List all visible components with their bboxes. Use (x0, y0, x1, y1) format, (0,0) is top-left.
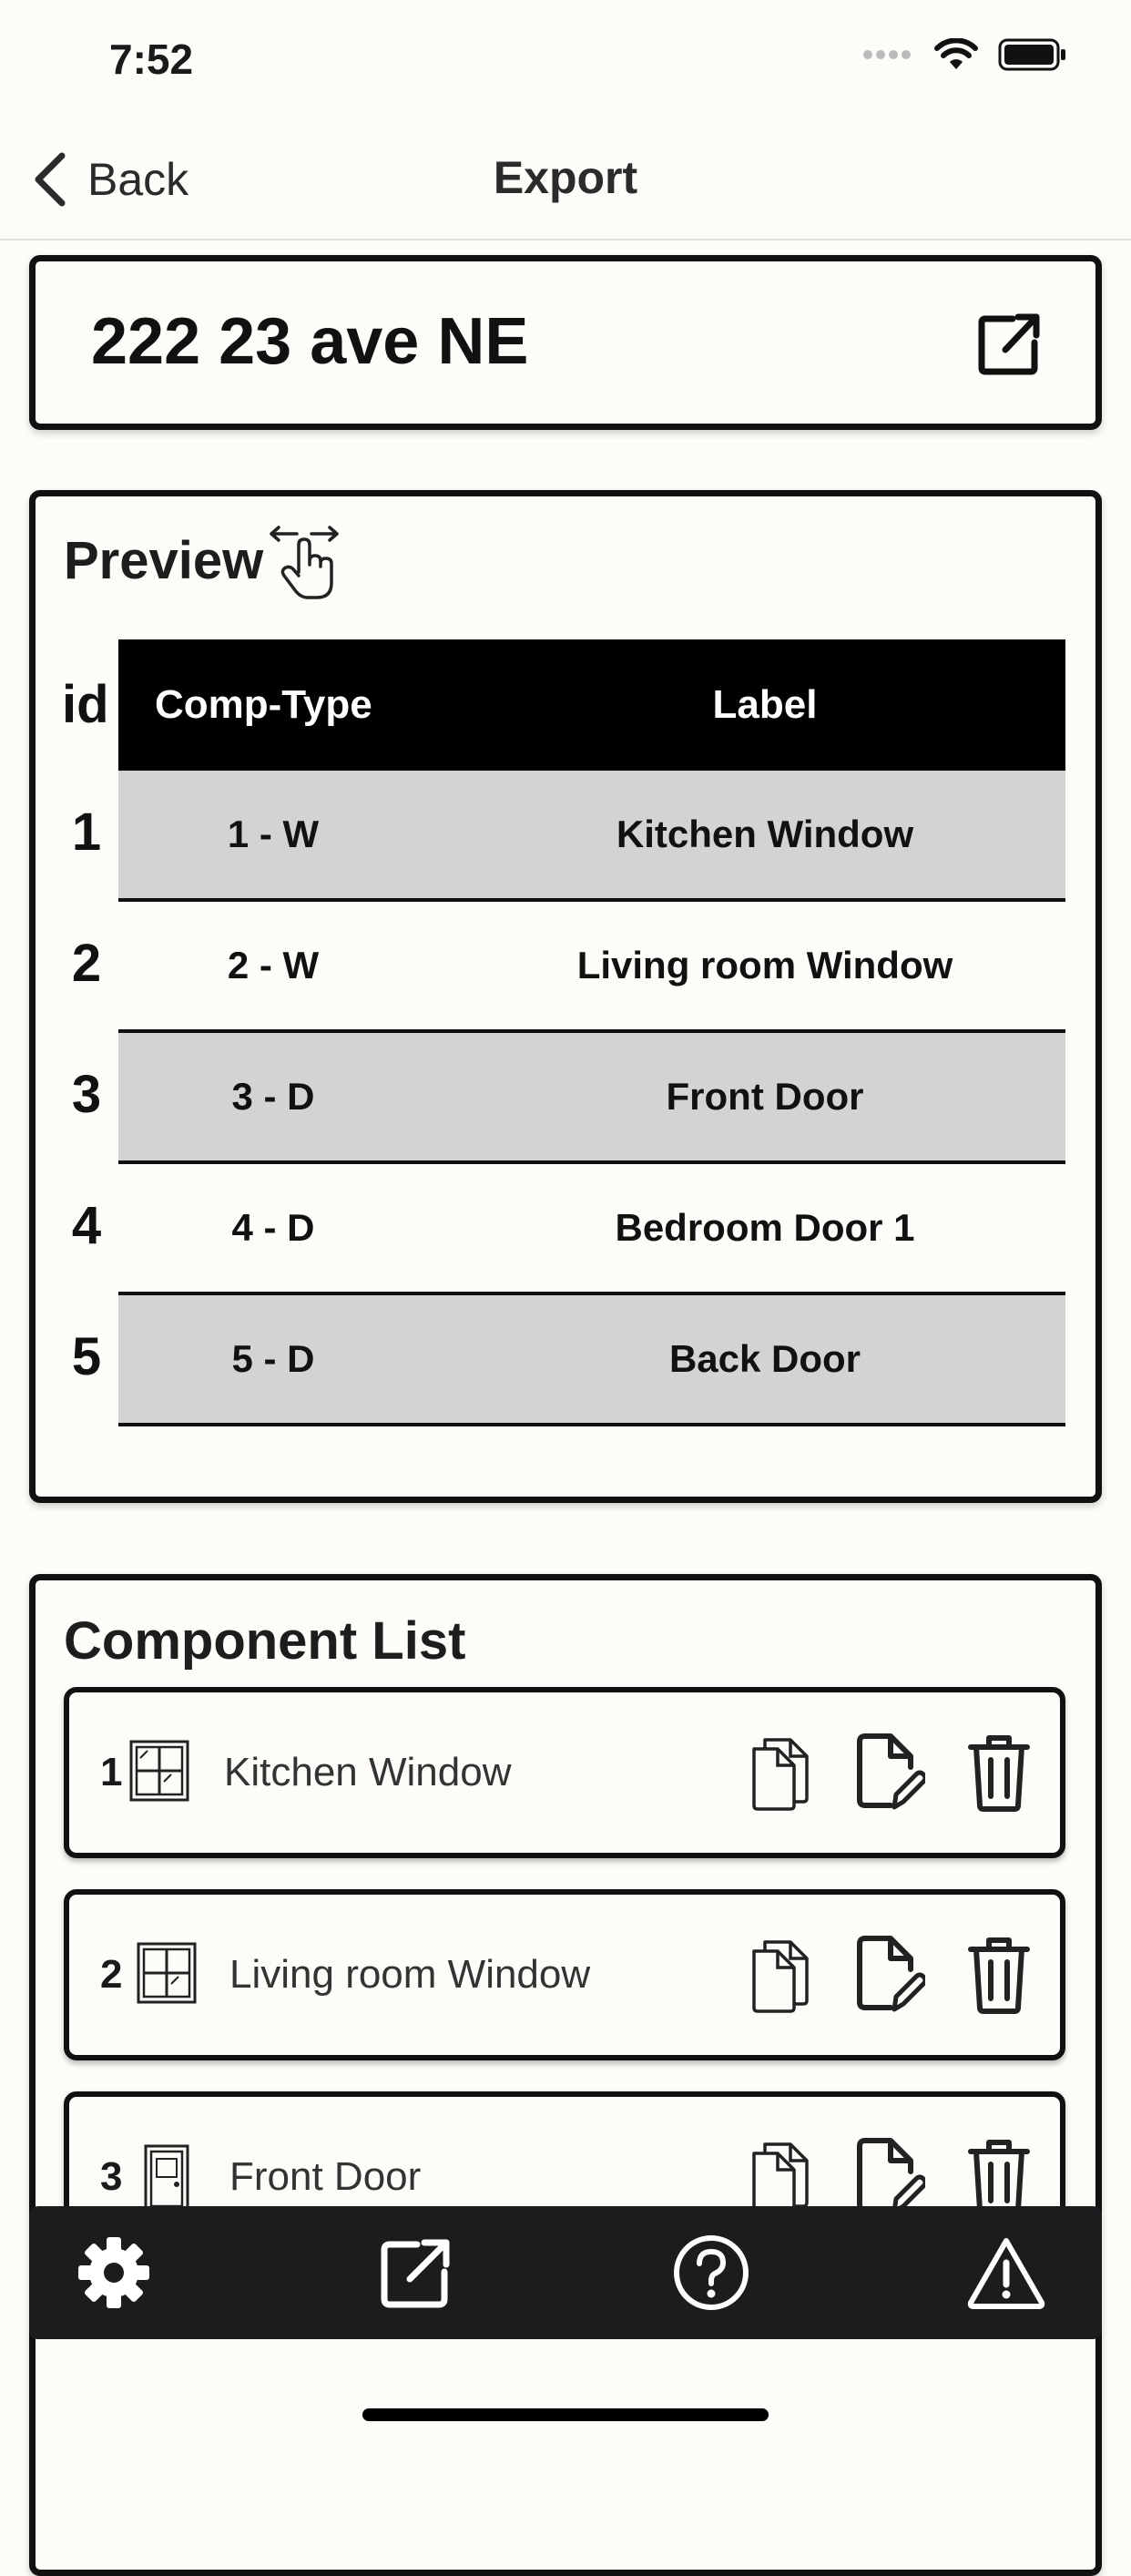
component-item[interactable] (64, 1687, 1065, 1858)
component-list-title: Component List (64, 1611, 466, 1671)
table-row (118, 1295, 1065, 1426)
swipe-hand-icon (266, 519, 344, 603)
wifi-icon (934, 38, 978, 71)
trash-icon[interactable] (963, 1933, 1034, 2015)
table-row (118, 1033, 1065, 1164)
label-cell: Bedroom Door 1 (615, 1206, 915, 1249)
tab-bar (29, 2206, 1102, 2339)
comp-type-cell: 2 - W (227, 944, 320, 986)
trash-icon[interactable] (963, 1731, 1034, 1813)
back-label: Back (87, 154, 189, 205)
edit-icon[interactable] (854, 2135, 925, 2217)
id-column-header: id (62, 675, 109, 734)
share-icon[interactable] (377, 2234, 455, 2312)
copy-icon[interactable] (745, 1933, 816, 2015)
component-label: Living room Window (229, 1952, 591, 1997)
component-number: 3 (100, 2154, 123, 2199)
row-id: 5 (71, 1327, 102, 1386)
comp-type-cell: 5 - D (231, 1337, 315, 1380)
label-cell: Kitchen Window (616, 813, 914, 855)
row-id: 3 (71, 1065, 102, 1124)
copy-icon[interactable] (745, 1731, 816, 1813)
door-icon (135, 2142, 199, 2208)
warning-icon[interactable] (967, 2234, 1045, 2312)
gear-icon[interactable] (75, 2234, 153, 2312)
help-icon[interactable] (672, 2234, 750, 2312)
comp-type-column-header: Comp-Type (155, 682, 372, 727)
row-id: 1 (71, 802, 102, 862)
comp-type-cell: 4 - D (231, 1206, 315, 1249)
home-indicator (362, 2408, 769, 2421)
trash-icon[interactable] (963, 2135, 1034, 2217)
edit-icon[interactable] (854, 1731, 925, 1813)
signal-icon (861, 48, 914, 61)
comp-type-cell: 1 - W (227, 813, 320, 855)
preview-title: Preview (64, 531, 264, 590)
component-item[interactable] (64, 1889, 1065, 2060)
table-header (118, 639, 1065, 771)
row-id: 2 (71, 934, 102, 993)
component-number: 1 (100, 1750, 123, 1794)
component-label: Front Door (229, 2154, 422, 2199)
table-row (118, 1164, 1065, 1295)
page-title: Export (493, 152, 638, 203)
row-id: 4 (71, 1196, 102, 1255)
component-number: 2 (100, 1952, 123, 1997)
window-icon (127, 1738, 191, 1804)
comp-type-cell: 3 - D (231, 1075, 315, 1118)
table-row (118, 902, 1065, 1033)
battery-icon (998, 38, 1067, 71)
table-row (118, 771, 1065, 902)
label-cell: Back Door (668, 1337, 861, 1380)
address-text: 222 23 ave NE (91, 305, 529, 378)
label-cell: Living room Window (576, 944, 953, 986)
share-icon[interactable] (976, 310, 1044, 377)
status-time: 7:52 (109, 36, 194, 83)
status-icons (861, 38, 1067, 71)
copy-icon[interactable] (745, 2135, 816, 2217)
label-column-header: Label (712, 682, 818, 727)
component-label: Kitchen Window (224, 1750, 512, 1794)
label-cell: Front Door (666, 1075, 864, 1118)
edit-icon[interactable] (854, 1933, 925, 2015)
window-icon (135, 1940, 199, 2006)
